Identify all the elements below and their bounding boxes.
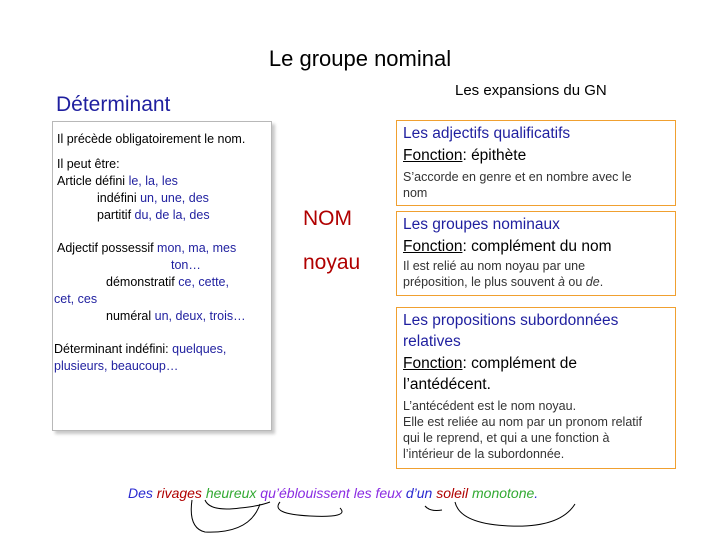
demonstratif-values-1: ce, cette, <box>178 275 229 289</box>
demonstratif-label: démonstratif <box>106 275 179 289</box>
partitif-line <box>97 207 210 224</box>
possessif-values-1: mon, ma, mes <box>157 241 237 255</box>
curve-heureux <box>205 500 270 509</box>
article-defini-line <box>57 173 178 190</box>
word-period: . <box>534 485 539 501</box>
indefini-label: indéfini <box>97 191 141 205</box>
demonstratif-values-2: cet, ces <box>54 292 98 306</box>
expansion-desc-2 <box>403 274 603 290</box>
noyau-label: noyau <box>303 251 361 274</box>
indefini-values: un, une, des <box>140 191 209 205</box>
expansion-heading-1: Les propositions subordonnées <box>403 312 619 329</box>
fonction-value: : complément de <box>462 355 578 372</box>
expansion-fonction <box>403 236 612 257</box>
expansion-desc-1: L’antécédent est le nom noyau. <box>403 399 577 413</box>
curve-rivages <box>191 500 260 532</box>
indefini-line <box>97 190 209 207</box>
expansions-title: Les expansions du GN <box>455 82 607 99</box>
expansion-desc-1: S’accorde en genre et en nombre avec le <box>403 170 632 184</box>
article-prefix: Article <box>57 174 96 188</box>
article-defini-label: défini <box>95 174 129 188</box>
expansion-desc-2: nom <box>403 186 428 200</box>
desc-text: ou <box>564 275 586 289</box>
page-title: Le groupe nominal <box>268 46 452 71</box>
desc-italic-de: de <box>585 275 600 289</box>
numeral-label: numéral <box>106 309 155 323</box>
fonction-value: : complément du nom <box>462 238 612 255</box>
word-heureux: heureux <box>201 485 257 501</box>
expansion-box-relatives <box>396 307 676 469</box>
possessif-values-2: ton… <box>171 258 201 272</box>
determinant-line-1: Il précède obligatoirement le nom. <box>57 132 246 146</box>
noyau-nom-label: NOM <box>303 207 352 230</box>
relation-curves <box>180 498 600 540</box>
adjectif-label: Adjectif possessif <box>57 241 158 255</box>
indefini2-label: Déterminant indéfini: <box>54 342 173 356</box>
article-defini-values: le, la, les <box>128 174 178 188</box>
word-d-un: d’un <box>401 485 433 501</box>
expansion-fonction <box>403 145 526 166</box>
word-des: Des <box>128 485 157 501</box>
desc-text: préposition, le plus souvent <box>403 275 558 289</box>
expansion-heading: Les adjectifs qualificatifs <box>403 125 571 142</box>
desc-italic-a: à <box>557 275 565 289</box>
fonction-label: Fonction <box>403 147 463 164</box>
expansion-fonction <box>403 353 577 374</box>
expansion-box-groupes-nominaux <box>396 211 676 296</box>
desc-text: . <box>599 275 604 289</box>
curve-d-un <box>425 506 442 511</box>
word-soleil: soleil <box>432 485 469 501</box>
demonstratif-line <box>106 274 229 291</box>
expansion-heading-2: relatives <box>403 333 461 350</box>
expansion-fonction-2: l’antédécent. <box>403 376 491 393</box>
curve-soleil <box>455 502 575 526</box>
determinant-box <box>52 121 272 431</box>
curve-relative <box>278 502 342 516</box>
numeral-values: un, deux, trois… <box>154 309 246 323</box>
determinant-title: Déterminant <box>56 93 171 116</box>
word-monotone: monotone <box>468 485 535 501</box>
fonction-label: Fonction <box>403 355 463 372</box>
fonction-label: Fonction <box>403 238 463 255</box>
determinant-line-2: Il peut être: <box>57 157 120 171</box>
expansion-desc-2: Elle est reliée au nom par un pronom relatif <box>403 415 643 429</box>
expansion-desc-4: l’intérieur de la subordonnée. <box>403 447 565 461</box>
expansion-heading: Les groupes nominaux <box>403 216 560 233</box>
expansion-desc-1: Il est relié au nom noyau par une <box>403 259 586 273</box>
indefini2-values-1: quelques, <box>172 342 227 356</box>
possessif-line <box>57 240 236 257</box>
expansion-desc-3: qui le reprend, et qui a une fonction à <box>403 431 610 445</box>
fonction-value: : épithète <box>462 147 527 164</box>
indefini2-line <box>54 341 226 358</box>
expansion-box-adjectifs <box>396 120 676 206</box>
indefini2-values-2: plusieurs, beaucoup… <box>54 359 179 373</box>
word-rivages: rivages <box>156 485 202 501</box>
partitif-label: partitif <box>97 208 135 222</box>
partitif-values: du, de la, des <box>134 208 210 222</box>
numeral-line <box>106 308 246 325</box>
word-relative: qu’éblouissent les feux <box>256 485 402 501</box>
